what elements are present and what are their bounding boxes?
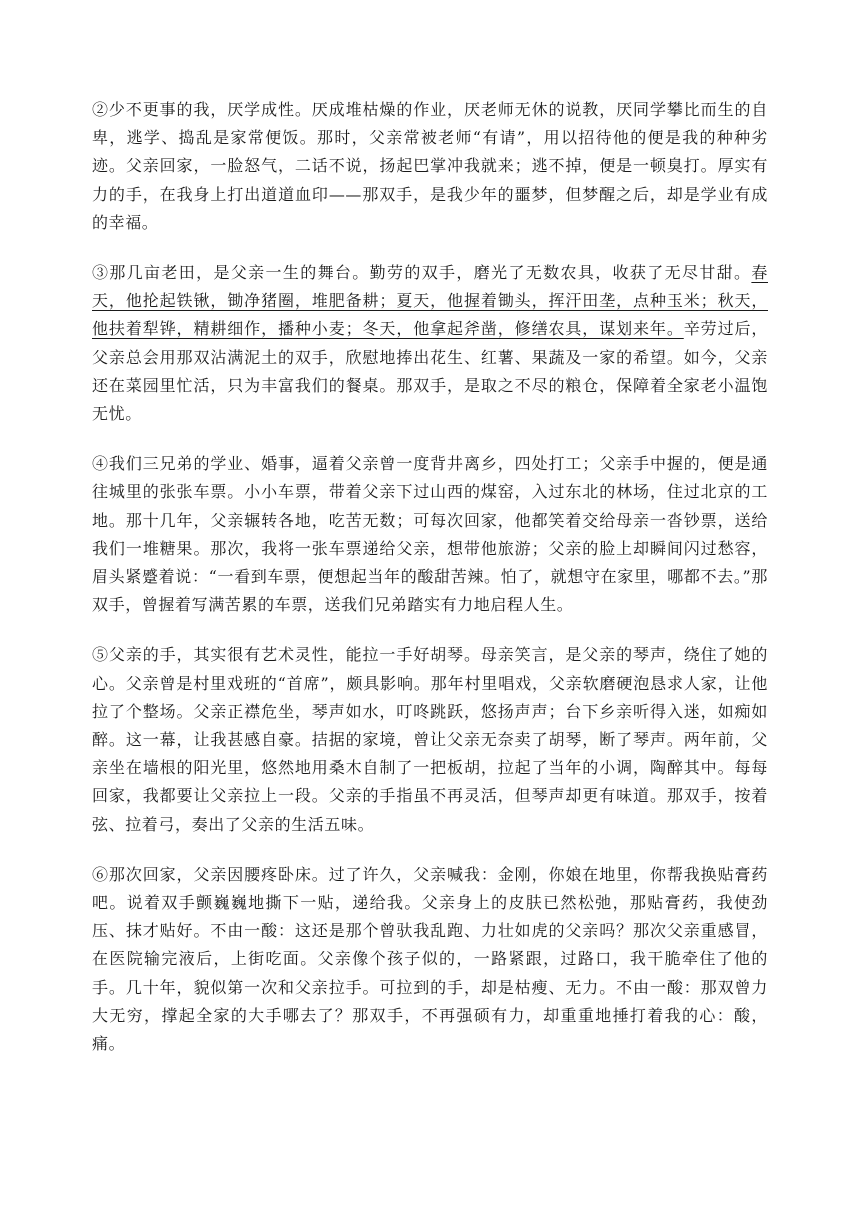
paragraph-3-intro: ③那几亩老田，是父亲一生的舞台。勤劳的双手，磨光了无数农具，收获了无尽甘甜。 bbox=[92, 263, 752, 283]
paragraph-3-rest: 辛劳过后，父亲总会用那双沾满泥土的双手，欣慰地捧出花生、红薯、果蔬及一家的希望。如今，父亲还在菜园里忙活，只为丰富我们的餐桌。那双手，是取之不尽的粮仓，保障着全家老小温饱无忧。 bbox=[92, 319, 768, 424]
paragraph-3 bbox=[92, 259, 768, 428]
paragraph-6: ⑥那次回家，父亲因腰疼卧床。过了许久，父亲喊我：金刚，你娘在地里，你帮我换贴膏药吧。说着双手颤巍巍地撕下一贴，递给我。父亲身上的皮肤已然松弛，那贴膏药，我使劲压、抹才贴好。不由一酸：这还是那个曾驮我乱跑、力壮如虎的父亲吗？那次父亲重感冒，在医院输完液后，上街吃面。父亲像个孩子似的，一路紧跟，过路口，我干脆牵住了他的手。几十年，貌似第一次和父亲拉手。可拉到的手，却是枯瘦、无力。不由一酸：那双曾力大无穷，撑起全家的大手哪去了？那双手，不再强硕有力，却重重地捶打着我的心：酸，痛。 bbox=[92, 864, 768, 1054]
document-body bbox=[92, 96, 768, 1080]
underlined-passage: 春天，他抡起铁锹，锄净猪圈，堆肥备耕；夏天，他握着锄头，挥汗田垄，点种玉米；秋天，他扶着犁铧，精耕细作，播种小麦；冬天，他拿起斧凿，修缮农具，谋划来年。 bbox=[92, 263, 768, 339]
paragraph-5: ⑤父亲的手，其实很有艺术灵性，能拉一手好胡琴。母亲笑言，是父亲的琴声，绕住了她的心。父亲曾是村里戏班的“首席”，颇具影响。那年村里唱戏，父亲软磨硬泡恳求人家，让他拉了个整场。父亲正襟危坐，琴声如水，叮咚跳跃，悠扬声声；台下乡亲听得入迷，如痴如醉。这一幕，让我甚感自豪。拮据的家境，曾让父亲无奈卖了胡琴，断了琴声。两年前，父亲坐在墙根的阳光里，悠然地用桑木自制了一把板胡，拉起了当年的小调，陶醉其中。每每回家，我都要让父亲拉上一段。父亲的手指虽不再灵活，但琴声却更有味道。那双手，按着弦、拉着弓，奏出了父亲的生活五味。 bbox=[92, 645, 768, 834]
paragraph-2: ②少不更事的我，厌学成性。厌成堆枯燥的作业，厌老师无休的说教，厌同学攀比而生的自卑，逃学、捣乱是家常便饭。那时，父亲常被老师“有请”，用以招待他的便是我的种种劣迹。父亲回家，一脸怒气，二话不说，扬起巴掌冲我就来；逃不掉，便是一顿臭打。厚实有力的手，在我身上打出道道血印——那双手，是我少年的噩梦，但梦醒之后，却是学业有成的幸福。 bbox=[92, 100, 768, 232]
paragraph-4: ④我们三兄弟的学业、婚事，逼着父亲曾一度背井离乡，四处打工；父亲手中握的，便是通往城里的张张车票。小小车票，带着父亲下过山西的煤窑，入过东北的林场，住过北京的工地。那十几年，父亲辗转各地，吃苦无数；可每次回家，他都笑着交给母亲一沓钞票，送给我们一堆糖果。那次，我将一张车票递给父亲，想带他旅游；父亲的脸上却瞬间闪过愁容，眉头紧蹙着说：“一看到车票，便想起当年的酸甜苦辣。怕了，就想守在家里，哪都不去。”那双手，曾握着写满苦累的车票，送我们兄弟踏实有力地启程人生。 bbox=[92, 454, 768, 615]
